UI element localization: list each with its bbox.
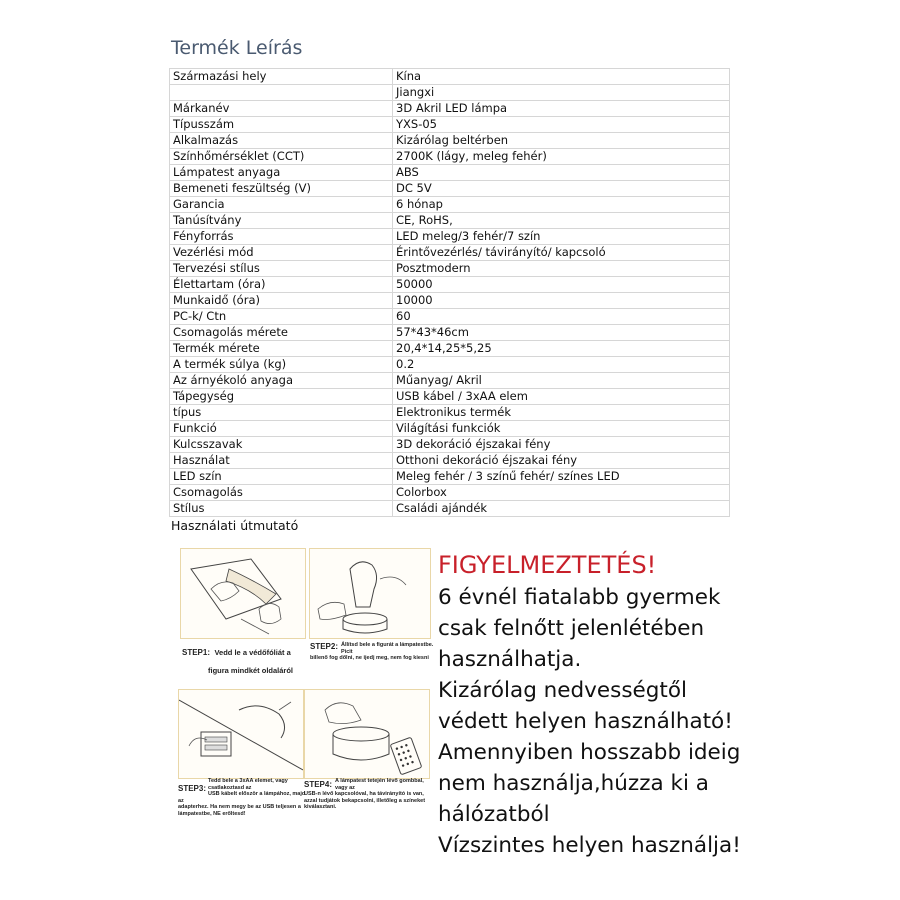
warning-line: Vízszintes helyen használja! [438,833,741,858]
step4-illustration [304,689,430,779]
warning-line: nem használja,húzza ki a [438,771,709,796]
step3-text-3: lámpatestbe, NE erőltesd! [178,810,246,817]
step3-text-1: USB kábelt először a lámpához, majd az [178,791,306,804]
step3-illustration [178,689,304,779]
spec-row [170,117,730,133]
spec-value: Műanyag/ Akril [393,373,730,389]
spec-key [170,85,393,101]
spec-value: 57*43*46cm [393,325,730,341]
spec-key: A termék súlya (kg) [170,357,393,373]
spec-value: Kína [393,69,730,85]
step1-caption [182,642,307,678]
spec-row [170,405,730,421]
spec-row [170,245,730,261]
spec-key: Élettartam (óra) [170,277,393,293]
spec-table-body [170,69,730,517]
spec-key: LED szín [170,469,393,485]
spec-value: 3D dekoráció éjszakai fény [393,437,730,453]
warning-line: Amennyiben hosszabb ideig [438,740,741,765]
spec-value: Jiangxi [393,85,730,101]
spec-value: Kizárólag beltérben [393,133,730,149]
spec-key: típus [170,405,393,421]
spec-value: 20,4*14,25*5,25 [393,341,730,357]
spec-row [170,293,730,309]
spec-key: Vezérlési mód [170,245,393,261]
warning-block [438,548,778,861]
step2-text-1: billenő fog dőlni, ne ijedj meg, nem fog kiesni [310,655,429,661]
step4-label: STEP4: [304,780,333,789]
spec-row [170,149,730,165]
spec-key: Származási hely [170,69,393,85]
step1-text-0: Vedd le a védőfóliát a [214,648,291,657]
spec-value: LED meleg/3 fehér/7 szín [393,229,730,245]
insert-figure-icon [310,549,430,638]
spec-key: Bemeneti feszültség (V) [170,181,393,197]
spec-key: Tervezési stílus [170,261,393,277]
spec-row [170,437,730,453]
spec-key: Használat [170,453,393,469]
step1-illustration [180,548,306,639]
spec-row [170,373,730,389]
spec-row [170,453,730,469]
spec-value: Otthoni dekoráció éjszakai fény [393,453,730,469]
spec-value: Colorbox [393,485,730,501]
spec-value: Családi ajándék [393,501,730,517]
remote-control-icon [305,690,429,778]
spec-value: 0.2 [393,357,730,373]
spec-key: Csomagolás [170,485,393,501]
spec-key: Lámpatest anyaga [170,165,393,181]
spec-row [170,69,730,85]
spec-key: PC-k/ Ctn [170,309,393,325]
spec-key: Garancia [170,197,393,213]
spec-value: 10000 [393,293,730,309]
spec-value: CE, RoHS, [393,213,730,229]
spec-row [170,421,730,437]
spec-key: Alkalmazás [170,133,393,149]
spec-value: 3D Akril LED lámpa [393,101,730,117]
spec-row [170,261,730,277]
step1-label: STEP1: [182,648,211,657]
peel-film-icon [181,549,305,638]
step3-text-2: adapterhez. Ha nem megy be az USB teljesen a [178,804,301,810]
spec-row [170,197,730,213]
spec-value: 50000 [393,277,730,293]
step4-caption [304,778,434,811]
step4-text-1: USB-n lévő kapcsolóval, ha távirányító is van, [304,791,424,797]
spec-key: Színhőmérséklet (CCT) [170,149,393,165]
spec-row [170,229,730,245]
spec-row [170,101,730,117]
step2-label: STEP2: [310,642,339,651]
step3-caption [178,778,308,817]
spec-key: Kulcsszavak [170,437,393,453]
spec-value: Posztmodern [393,261,730,277]
step2-illustration [309,548,431,639]
spec-key: Termék mérete [170,341,393,357]
spec-row [170,325,730,341]
spec-row [170,357,730,373]
spec-value: Világítási funkciók [393,421,730,437]
step4-text-2: azzal tudjátok bekapcsolni, illetőleg a színeket [304,797,426,804]
step4-text-0: A lámpatest tetején lévő gombbal, vagy az [335,778,424,791]
spec-row [170,309,730,325]
spec-value: YXS-05 [393,117,730,133]
spec-key: Márkanév [170,101,393,117]
step3-label: STEP3: [178,784,207,793]
spec-key: Csomagolás mérete [170,325,393,341]
step3-text-0: Tedd bele a 3xAA elemet, vagy csatlakoztasd az [208,778,288,791]
spec-key: Az árnyékoló anyaga [170,373,393,389]
step4-text-3: kiválasztani. [304,804,337,810]
spec-key: Fényforrás [170,229,393,245]
page-title: Termék Leírás [171,37,303,59]
spec-value: Meleg fehér / 3 színű fehér/ színes LED [393,469,730,485]
warning-line: Kizárólag nedvességtől [438,678,687,703]
usage-guide-title: Használati útmutató [171,518,299,533]
spec-row [170,181,730,197]
warning-line: védett helyen használható! [438,709,733,734]
spec-row [170,469,730,485]
spec-key: Funkció [170,421,393,437]
battery-usb-icon [179,690,303,778]
spec-value: USB kábel / 3xAA elem [393,389,730,405]
spec-row [170,213,730,229]
spec-row [170,277,730,293]
warning-line: hálózatból [438,802,550,827]
spec-key: Stílus [170,501,393,517]
spec-row [170,133,730,149]
spec-value: DC 5V [393,181,730,197]
spec-key: Típusszám [170,117,393,133]
spec-key: Munkaidő (óra) [170,293,393,309]
spec-value: 2700K (lágy, meleg fehér) [393,149,730,165]
spec-value: ABS [393,165,730,181]
spec-row [170,341,730,357]
step2-text-0: Állítsd bele a figurát a lámpatestbe. Picit [341,642,434,655]
spec-key: Tápegység [170,389,393,405]
spec-value: 60 [393,309,730,325]
spec-value: Elektronikus termék [393,405,730,421]
warning-line: csak felnőtt jelenlétében [438,616,705,641]
warning-line: használhatja. [438,647,582,672]
spec-row [170,85,730,101]
warning-heading: FIGYELMEZTETÉS! [438,551,657,579]
step1-text-1: figura mindkét oldaláról [208,666,294,675]
spec-row [170,165,730,181]
warning-line: 6 évnél fiatalabb gyermek [438,585,721,610]
spec-value: Érintővezérlés/ távirányító/ kapcsoló [393,245,730,261]
spec-row [170,485,730,501]
step2-caption [310,642,435,662]
spec-value: 6 hónap [393,197,730,213]
spec-table [169,68,730,517]
spec-row [170,501,730,517]
spec-key: Tanúsítvány [170,213,393,229]
spec-row [170,389,730,405]
